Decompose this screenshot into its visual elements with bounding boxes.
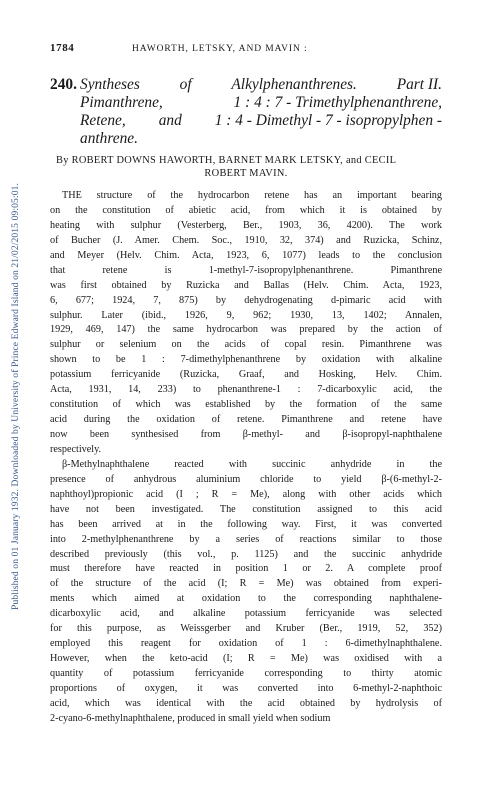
author-byline — [50, 154, 442, 180]
text-line: quantity of potassium ferricyanide corresponding to thirty atomic — [50, 668, 442, 679]
text-line: was first obtained by Ruzicka and Ballas (Helv. Chim. Acta, 1923, — [50, 279, 442, 291]
text-line: constitution of which was established by the formation of the same — [50, 399, 442, 411]
text-line: dicarboxylic acid, and alkaline potassium ferricyanide was selected — [50, 608, 442, 620]
text-line: must therefore have reacted in position 1 or 2. A complete proof — [50, 563, 442, 575]
text-line: that retene is 1-methyl-7-isopropylphenanthrene. Pimanthrene — [50, 264, 442, 276]
running-header — [50, 42, 442, 54]
text-line: proportions of oxygen, it was converted into 6-methyl-2-naphthoic — [50, 682, 442, 694]
text-line: 1929, 469, 147) the same hydrocarbon was prepared by the action of — [50, 324, 442, 336]
text-line: potassium ferricyanide (Ruzicka, Graaf, and Hosking, Helv. Chim. — [50, 369, 442, 381]
text-line: 2-cyano-6-methylnaphthalene, produced in small yield when sodium — [50, 712, 331, 724]
text-line: acid, which was identical with the acid obtained by hydrolysis of — [50, 697, 442, 709]
text-line: now been synthesised from β-methyl- and β-isopropyl-naphthalene — [50, 429, 442, 440]
text-line: described previously (this vol., p. 1125) and the succinic anhydride — [50, 548, 442, 560]
download-watermark-text: Published on 01 January 1932. Downloaded by University of Prince Edward Island on 21/02/2015 09:05:01. — [9, 182, 21, 610]
text-line: sulphur or selenium on the acids of copal resin. Pimanthrene was — [50, 339, 442, 351]
title-line-2: Pimanthrene, 1 : 4 : 7 - Trimethylphenanthrene, — [80, 94, 442, 111]
text-line: employed this reagent for oxidation of 1 : 6-dimethylnaphthalene. — [50, 638, 442, 650]
page-number: 1784 — [50, 42, 75, 54]
text-line: naphthoyl)propionic acid (I ; R = Me), along with other acids which — [50, 488, 442, 500]
title-line-4: anthrene. — [80, 130, 138, 147]
text-line: 6, 677; 1924, 7, 875) by dehydrogenating d-pimaric acid with — [50, 294, 442, 306]
text-line: have not been investigated. The constitution assigned to this acid — [50, 503, 442, 515]
text-line: presence of anhydrous aluminium chloride to yield β-(6-methyl-2- — [50, 473, 442, 485]
text-line: acid during the oxidation of retene. Pimanthrene and retene have — [50, 414, 442, 426]
text-line: of Bucher (J. Amer. Chem. Soc., 1910, 32, 374) and Ruzicka, Schinz, — [50, 234, 442, 246]
text-line: However, when the keto-acid (I; R = Me) was oxidised with a — [50, 653, 442, 665]
text-line: has been arrived at in the following way. First, it was converted — [50, 518, 442, 530]
author-line-2: ROBERT MAVIN. — [204, 168, 288, 179]
text-line: into 2-methylphenanthrene by a series of reactions similar to those — [50, 533, 442, 545]
text-line: sulphur. Later (ibid., 1926, 9, 962; 1930, 13, 1402; Annalen, — [50, 309, 442, 321]
title-line-3: Retene, and 1 : 4 - Dimethyl - 7 - isopropylphen - — [80, 112, 442, 129]
body-paragraph-1 — [50, 189, 442, 458]
article-title — [50, 76, 442, 148]
running-title: HAWORTH, LETSKY, AND MAVIN : — [132, 44, 308, 54]
text-line: Acta, 1931, 14, 233) to phenanthrene-1 : 7-dicarboxylic acid, the — [50, 384, 442, 396]
title-line-1: Syntheses of Alkylphenanthrenes. Part II. — [80, 76, 442, 93]
body-paragraph-2 — [50, 458, 442, 727]
author-line-1: By ROBERT DOWNS HAWORTH, BARNET MARK LETSKY, and CECIL — [56, 155, 397, 166]
text-line: heating with sulphur (Vesterberg, Ber., 1903, 36, 4200). The work — [50, 219, 442, 231]
text-line: and Meyer (Helv. Chim. Acta, 1923, 6, 1077) leads to the conclusion — [50, 249, 442, 261]
download-watermark — [0, 0, 30, 792]
text-line: shown to be 1 : 7-dimethylphenanthrene by oxidation with alkaline — [50, 354, 442, 366]
journal-page — [50, 42, 442, 727]
text-line: of the structure of the acid (I; R = Me) was obtained from experi- — [50, 578, 442, 590]
text-line: for this purpose, as Weissgerber and Kruber (Ber., 1919, 52, 352) — [50, 623, 442, 635]
article-number: 240. — [50, 76, 77, 93]
text-line: β-Methylnaphthalene reacted with succinic anhydride in the — [62, 458, 442, 470]
text-line: on the constitution of abietic acid, from which it is obtained by — [50, 204, 442, 216]
text-line: THE structure of the hydrocarbon retene has an important bearing — [62, 190, 442, 201]
text-line: ments which aimed at oxidation to the corresponding naphthalene- — [50, 593, 442, 605]
text-line: respectively. — [50, 443, 102, 455]
